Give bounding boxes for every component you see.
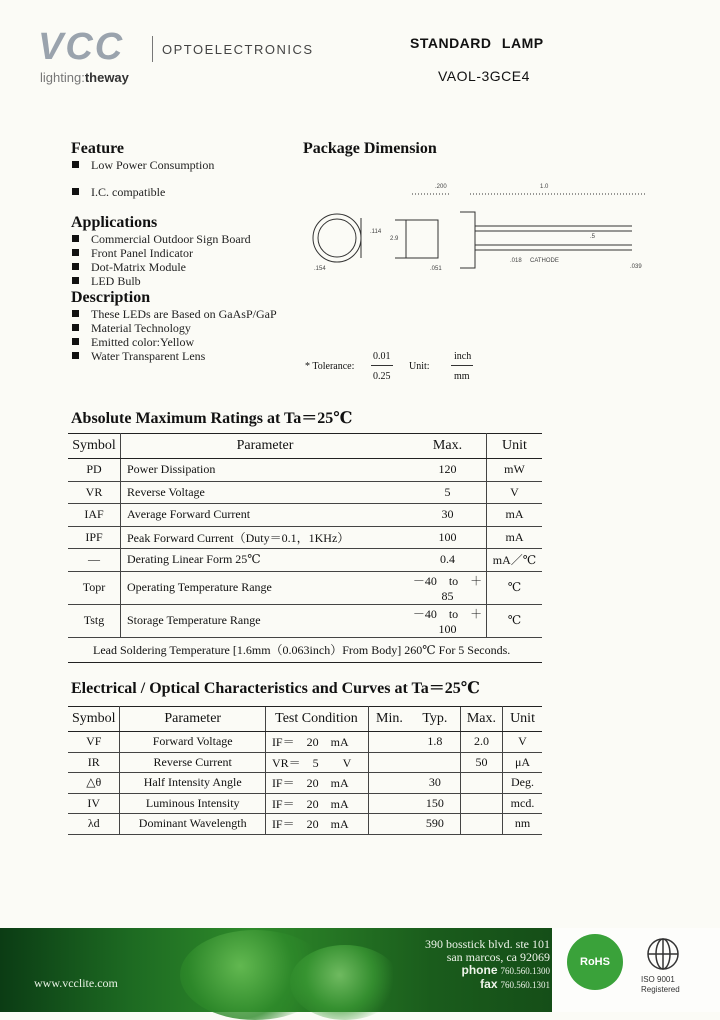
unit-inch: inch bbox=[454, 351, 472, 362]
part-number: VAOL-3GCE4 bbox=[438, 68, 530, 84]
address-line-2: san marcos, ca 92069 bbox=[446, 950, 550, 964]
cell-condition: IF＝ 20 mA bbox=[265, 814, 368, 835]
applications-heading: Applications bbox=[71, 214, 158, 231]
unit-label: Unit: bbox=[409, 361, 430, 372]
cell-max: －40 to ＋85 bbox=[409, 571, 487, 604]
cell-max: 0.4 bbox=[409, 549, 487, 572]
cell-parameter: Reverse Voltage bbox=[121, 481, 410, 504]
cell-parameter: Peak Forward Current（Duty＝0.1，1KHz） bbox=[121, 526, 410, 549]
cell-condition: IF＝ 20 mA bbox=[265, 732, 368, 753]
table-note-row bbox=[68, 637, 542, 662]
iso-line-1: ISO 9001 bbox=[641, 975, 675, 984]
list-item: These LEDs are Based on GaAsP/GaP bbox=[70, 307, 300, 321]
lens-side-view bbox=[395, 220, 438, 258]
col-max: Max. bbox=[409, 434, 487, 459]
cell-symbol: IAF bbox=[68, 504, 121, 527]
cell-parameter: Reverse Current bbox=[120, 752, 265, 773]
cell-max: 2.0 bbox=[460, 732, 502, 753]
table-row bbox=[68, 752, 542, 773]
cell-parameter: Derating Linear Form 25℃ bbox=[121, 549, 410, 572]
cell-symbol: Topr bbox=[68, 571, 121, 604]
package-heading: Package Dimension bbox=[303, 140, 437, 157]
cell-max bbox=[460, 773, 502, 794]
cell-unit: ℃ bbox=[487, 571, 543, 604]
col-parameter: Parameter bbox=[121, 434, 410, 459]
tagline-b: theway bbox=[84, 70, 129, 85]
list-item: LED Bulb bbox=[70, 274, 300, 288]
svg-text:2.9: 2.9 bbox=[390, 236, 399, 242]
list-item: Material Technology bbox=[70, 321, 300, 335]
cell-unit: V bbox=[487, 481, 543, 504]
rohs-label: RoHS bbox=[580, 956, 610, 968]
cell-min bbox=[368, 773, 409, 794]
cell-max bbox=[460, 814, 502, 835]
list-item: Commercial Outdoor Sign Board bbox=[70, 232, 300, 246]
cell-typ: 1.8 bbox=[410, 732, 460, 753]
cell-max: 30 bbox=[409, 504, 487, 527]
list-item: Emitted color:Yellow bbox=[70, 335, 300, 349]
cell-condition: IF＝ 20 mA bbox=[265, 793, 368, 814]
svg-text:.051: .051 bbox=[430, 266, 442, 272]
lens-top-view bbox=[313, 214, 361, 262]
led-graphic bbox=[290, 945, 400, 1020]
cell-max: 5 bbox=[409, 481, 487, 504]
svg-text:.200: .200 bbox=[435, 184, 447, 190]
svg-text:.154: .154 bbox=[314, 266, 326, 272]
vcc-logo: VCC bbox=[38, 26, 125, 68]
tagline-a: lighting: bbox=[40, 70, 85, 85]
fax-number: 760.560.1301 bbox=[500, 980, 550, 990]
table-row bbox=[68, 604, 542, 637]
cell-symbol: IR bbox=[68, 752, 120, 773]
cell-unit: μA bbox=[503, 752, 542, 773]
svg-text:.5: .5 bbox=[590, 234, 596, 240]
abs-max-table bbox=[68, 433, 542, 663]
cell-typ: 30 bbox=[410, 773, 460, 794]
table-row bbox=[68, 504, 542, 527]
tagline bbox=[40, 70, 129, 85]
table-row bbox=[68, 732, 542, 753]
fraction-bar bbox=[371, 365, 393, 366]
cell-unit: Deg. bbox=[503, 773, 542, 794]
iso-label bbox=[641, 975, 680, 995]
cell-parameter: Luminous Intensity bbox=[120, 793, 265, 814]
table-header-row bbox=[68, 434, 542, 459]
cell-max: 120 bbox=[409, 459, 487, 482]
col-symbol: Symbol bbox=[68, 707, 120, 732]
tolerance-inch: 0.01 bbox=[373, 351, 391, 362]
list-item: Low Power Consumption bbox=[70, 158, 290, 185]
cell-unit: mcd. bbox=[503, 793, 542, 814]
cell-min bbox=[368, 793, 409, 814]
cell-parameter: Average Forward Current bbox=[121, 504, 410, 527]
website-link[interactable]: www.vcclite.com bbox=[34, 976, 118, 990]
col-condition: Test Condition bbox=[265, 707, 368, 732]
col-unit: Unit bbox=[503, 707, 542, 732]
table-row bbox=[68, 814, 542, 835]
table-row bbox=[68, 549, 542, 572]
cell-parameter: Dominant Wavelength bbox=[120, 814, 265, 835]
description-heading: Description bbox=[71, 289, 151, 306]
cell-parameter: Half Intensity Angle bbox=[120, 773, 265, 794]
cell-max: －40 to ＋100 bbox=[409, 604, 487, 637]
list-item: I.C. compatible bbox=[70, 185, 290, 199]
table-row bbox=[68, 571, 542, 604]
unit-mm: mm bbox=[454, 371, 470, 382]
cell-parameter: Forward Voltage bbox=[120, 732, 265, 753]
cell-unit: ℃ bbox=[487, 604, 543, 637]
tolerance-note bbox=[305, 351, 485, 381]
fraction-bar bbox=[451, 365, 473, 366]
table-row bbox=[68, 773, 542, 794]
svg-text:.018: .018 bbox=[510, 258, 522, 264]
cell-unit: mA bbox=[487, 504, 543, 527]
cell-condition: VR＝ 5 V bbox=[265, 752, 368, 773]
cell-min bbox=[368, 752, 409, 773]
logo-divider bbox=[152, 36, 153, 62]
col-symbol: Symbol bbox=[68, 434, 121, 459]
soldering-note: Lead Soldering Temperature [1.6mm（0.063inch）From Body] 260℃ For 5 Seconds. bbox=[68, 637, 542, 662]
address-line-1: 390 bosstick blvd. ste 101 bbox=[425, 937, 550, 951]
division-name: OPTOELECTRONICS bbox=[162, 42, 314, 57]
iso-line-2: Registered bbox=[641, 985, 680, 994]
cell-condition: IF＝ 20 mA bbox=[265, 773, 368, 794]
doc-type: STANDARD LAMP bbox=[410, 35, 544, 51]
rohs-badge bbox=[567, 934, 623, 990]
list-item: Water Transparent Lens bbox=[70, 349, 300, 363]
cell-symbol: VF bbox=[68, 732, 120, 753]
svg-text:1.0: 1.0 bbox=[540, 184, 549, 190]
cell-symbol: IV bbox=[68, 793, 120, 814]
list-item: Front Panel Indicator bbox=[70, 246, 300, 260]
feature-heading: Feature bbox=[71, 140, 125, 157]
col-unit: Unit bbox=[487, 434, 543, 459]
cell-symbol: — bbox=[68, 549, 121, 572]
table-row bbox=[68, 793, 542, 814]
table-row bbox=[68, 481, 542, 504]
col-min: Min. bbox=[368, 707, 409, 732]
phone-label: phone bbox=[461, 963, 498, 977]
cell-unit: V bbox=[503, 732, 542, 753]
col-typ: Typ. bbox=[410, 707, 460, 732]
table-row bbox=[68, 526, 542, 549]
cell-parameter: Power Dissipation bbox=[121, 459, 410, 482]
list-item: Dot-Matrix Module bbox=[70, 260, 300, 274]
description-list bbox=[70, 307, 300, 363]
cell-parameter: Storage Temperature Range bbox=[121, 604, 410, 637]
cell-max: 50 bbox=[460, 752, 502, 773]
cell-symbol: IPF bbox=[68, 526, 121, 549]
cell-typ: 150 bbox=[410, 793, 460, 814]
cell-min bbox=[368, 732, 409, 753]
eo-table bbox=[68, 706, 542, 835]
tolerance-mm: 0.25 bbox=[373, 371, 391, 382]
eo-heading: Electrical / Optical Characteristics and Curves at Ta＝25℃ bbox=[71, 680, 480, 697]
globe-icon bbox=[645, 936, 681, 972]
cell-symbol: λd bbox=[68, 814, 120, 835]
cathode-label: CATHODE bbox=[530, 258, 559, 264]
phone-number: 760.560.1300 bbox=[500, 966, 550, 976]
cell-unit: mA bbox=[487, 526, 543, 549]
cell-unit: mW bbox=[487, 459, 543, 482]
cell-symbol: Tstg bbox=[68, 604, 121, 637]
cell-symbol: VR bbox=[68, 481, 121, 504]
cell-unit: mA／℃ bbox=[487, 549, 543, 572]
cell-typ: 590 bbox=[410, 814, 460, 835]
package-drawing bbox=[300, 178, 660, 288]
fax-label: fax bbox=[480, 977, 498, 991]
svg-text:.114: .114 bbox=[370, 229, 382, 235]
lens-inner bbox=[318, 219, 356, 257]
company-address bbox=[425, 938, 550, 992]
cell-min bbox=[368, 814, 409, 835]
applications-list bbox=[70, 232, 300, 288]
tolerance-label: * Tolerance: bbox=[305, 361, 355, 372]
col-parameter: Parameter bbox=[120, 707, 265, 732]
cell-max bbox=[460, 793, 502, 814]
cell-parameter: Operating Temperature Range bbox=[121, 571, 410, 604]
abs-max-heading: Absolute Maximum Ratings at Ta＝25℃ bbox=[71, 410, 353, 427]
cell-max: 100 bbox=[409, 526, 487, 549]
table-row bbox=[68, 459, 542, 482]
table-header-row bbox=[68, 707, 542, 732]
cell-symbol: PD bbox=[68, 459, 121, 482]
cell-symbol: △θ bbox=[68, 773, 120, 794]
feature-list bbox=[70, 158, 290, 199]
cell-typ bbox=[410, 752, 460, 773]
cell-unit: nm bbox=[503, 814, 542, 835]
svg-text:.039: .039 bbox=[630, 264, 642, 270]
col-max: Max. bbox=[460, 707, 502, 732]
